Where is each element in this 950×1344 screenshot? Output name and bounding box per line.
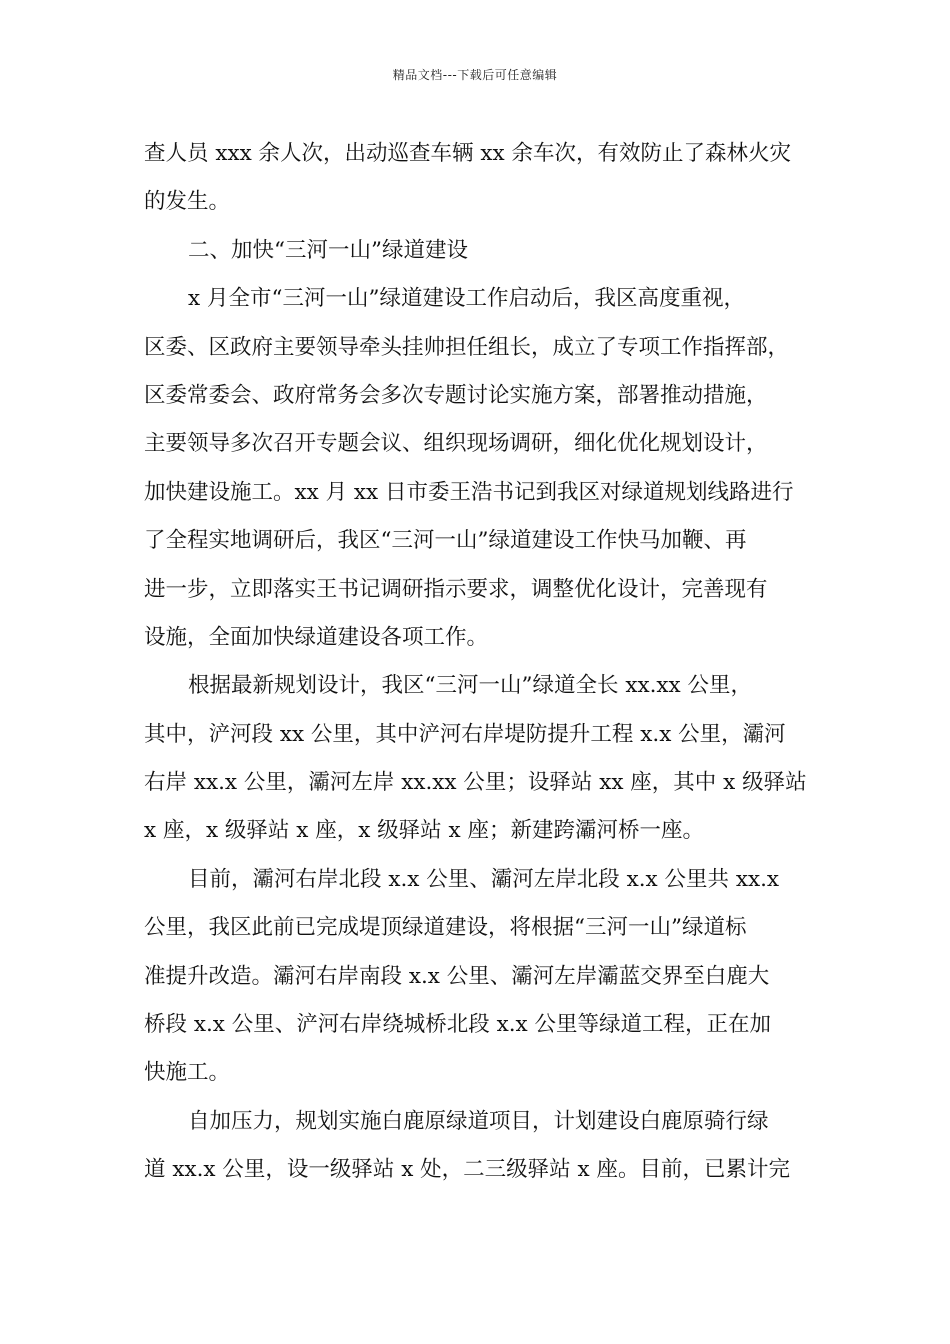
- text-line: 二、加快“三河一山”绿道建设: [188, 237, 468, 263]
- text-line: x 月全市“三河一山”绿道建设工作启动后，我区高度重视，: [188, 286, 745, 312]
- text-line: 目前，灞河右岸北段 x.x 公里、灞河左岸北段 x.x 公里共 xx.x: [188, 866, 780, 892]
- text-line: 自加压力，规划实施白鹿原绿道项目，计划建设白鹿原骑行绿: [188, 1108, 769, 1134]
- text-line: 的发生。: [144, 189, 231, 215]
- text-line: 其中，浐河段 xx 公里，其中浐河右岸堤防提升工程 x.x 公里，灞河: [144, 721, 786, 747]
- text-line: 快施工。: [144, 1060, 231, 1086]
- text-line: 区委常委会、政府常务会多次专题讨论实施方案，部署推动措施，: [144, 382, 768, 408]
- text-line: 加快建设施工。xx 月 xx 日市委王浩书记到我区对绿道规划线路进行: [144, 479, 794, 505]
- text-line: 道 xx.x 公里，设一级驿站 x 处，二三级驿站 x 座。目前，已累计完: [144, 1157, 790, 1183]
- page-header: 精品文档---下载后可任意编辑: [392, 68, 558, 82]
- text-line: 主要领导多次召开专题会议、组织现场调研，细化优化规划设计，: [144, 431, 768, 457]
- text-line: 桥段 x.x 公里、浐河右岸绕城桥北段 x.x 公里等绿道工程，正在加: [144, 1012, 772, 1038]
- text-line: 根据最新规划设计，我区“三河一山”绿道全长 xx.xx 公里，: [188, 673, 752, 699]
- document-body: [144, 130, 814, 1195]
- text-line: 准提升改造。灞河右岸南段 x.x 公里、灞河左岸灞蓝交界至白鹿大: [144, 963, 770, 989]
- text-line: 查人员 xxx 余人次，出动巡查车辆 xx 余车次，有效防止了森林火灾: [144, 141, 791, 166]
- text-line: 设施，全面加快绿道建设各项工作。: [144, 624, 489, 650]
- text-line: 公里，我区此前已完成堤顶绿道建设，将根据“三河一山”绿道标: [144, 915, 747, 941]
- text-line: 右岸 xx.x 公里，灞河左岸 xx.xx 公里；设驿站 xx 座，其中 x 级驿站: [144, 770, 807, 796]
- text-line: 进一步，立即落实王书记调研指示要求，调整优化设计，完善现有: [144, 576, 768, 602]
- text-line: 区委、区政府主要领导牵头挂帅担任组长，成立了专项工作指挥部，: [144, 334, 790, 360]
- text-line: 了全程实地调研后，我区“三河一山”绿道建设工作快马加鞭、再: [144, 528, 747, 554]
- text-line: x 座，x 级驿站 x 座，x 级驿站 x 座；新建跨灞河桥一座。: [144, 818, 704, 844]
